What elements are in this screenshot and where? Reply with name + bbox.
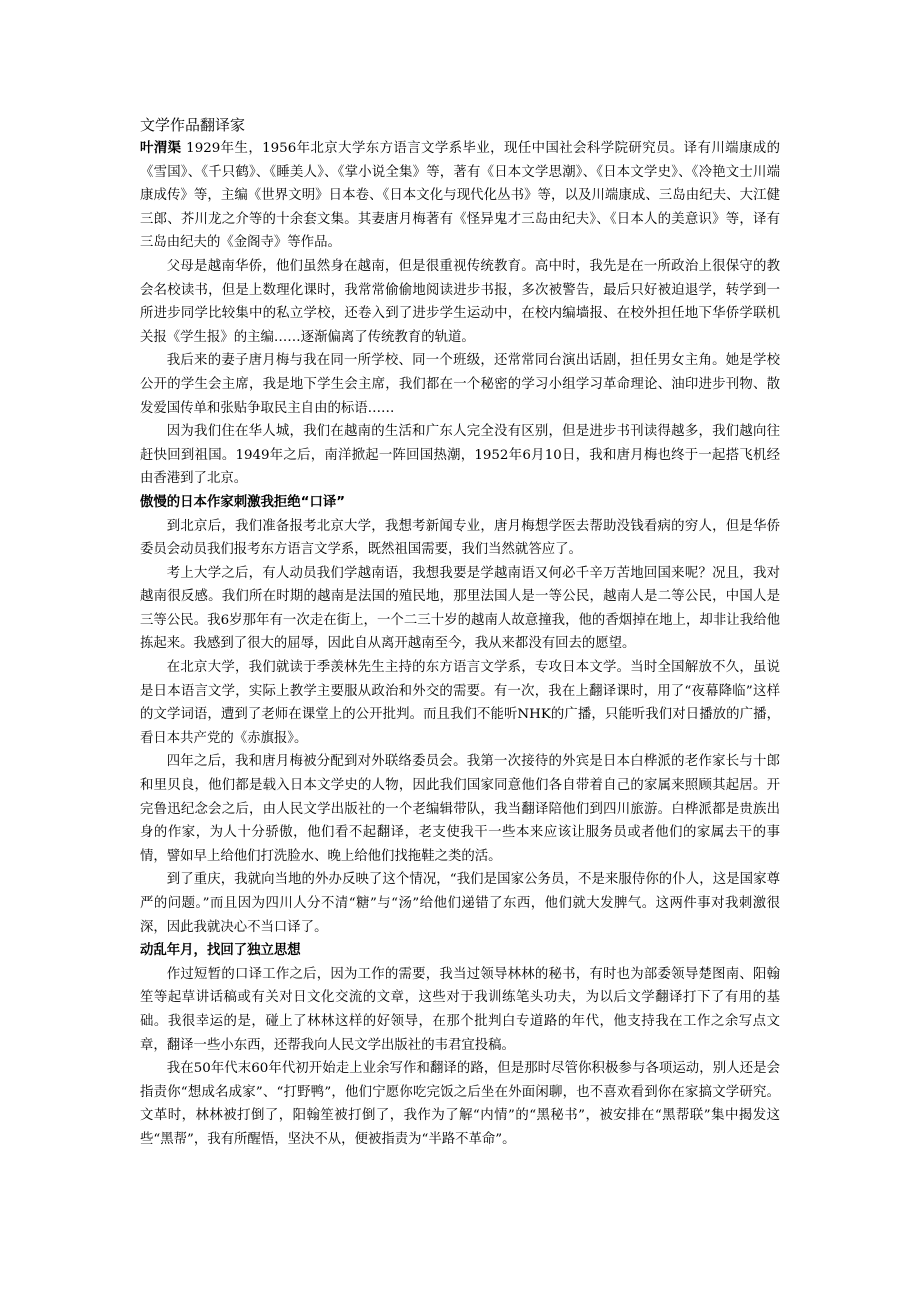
body-paragraph: 父母是越南华侨，他们虽然身在越南，但是很重视传统教育。高中时，我先是在一所政治上很保守的教会名校读书，但是上数理化课时，我常常偷偷地阅读进步书报，多次被警告，最后只好被迫退学，转学到一所进步同学比较集中的私立学校，还卷入到了进步学生运动中，在校内编墙报、在校外担任地下华侨学联机关报《学生报》的主编……逐渐偏离了传统教育的轨道。	[140, 258, 780, 345]
document-title: 文学作品翻译家	[140, 116, 246, 134]
section-heading: 动乱年月，找回了独立思想	[140, 943, 301, 959]
body-paragraph: 作过短暂的口译工作之后，因为工作的需要，我当过领导林林的秘书，有时也为部委领导楚图南、阳翰笙等起草讲话稿或有关对日文化交流的文章，这些对于我训练笔头功夫，为以后文学翻译打下了有用的基础。我很幸运的是，碰上了林林这样的好领导，在那个批判白专道路的年代，他支持我在工作之余写点文章，翻译一些小东西，还帮我向人民文学出版社的韦君宜投稿。	[140, 966, 780, 1053]
body-paragraph: 我在50年代末60年代初开始走上业余写作和翻译的路，但是那时尽管你积极参与各项运动，别人还是会指责你“想成名成家”、“打野鸭”，他们宁愿你吃完饭之后坐在外面闲聊，也不喜欢看到你在家搞文学研究。文革时，林林被打倒了，阳翰笙被打倒了，我作为了解“内情”的“黑秘书”，被安排在“黑帮联”集中揭发这些“黑帮”，我有所醒悟，坚決不从，便被指责为“半路不革命”。	[140, 1061, 780, 1147]
author-bio-paragraph	[140, 137, 780, 255]
body-paragraph: 我后来的妻子唐月梅与我在同一所学校、同一个班级，还常常同台演出话剧，担任男女主角。她是学校公开的学生会主席，我是地下学生会主席，我们都在一个秘密的学习小组学习革命理论、油印进步刊物、散发爱国传单和张贴争取民主自由的标语……	[140, 353, 780, 416]
body-paragraph: 到了重庆，我就向当地的外办反映了这个情况，“我们是国家公务员，不是来服侍你的仆人，这是国家尊严的问题。”而且因为四川人分不清“糖”与“汤”给他们递错了东西，他们就大发脾气。这两件事对我刺激很深，因此我就决心不当口译了。	[140, 872, 780, 935]
document-page	[140, 114, 780, 1152]
body-paragraph: 在北京大学，我们就读于季羡林先生主持的东方语言文学系，专攻日本文学。当时全国解放不久，虽说是日本语言文学，实际上教学主要服从政治和外交的需要。有一次，我在上翻译课时，用了“夜幕降临”这样的文学词语，遭到了老师在课堂上的公开批判。而且我们不能听NHK的广播，只能听我们对日播放的广播，看日本共产党的《赤旗报》。	[140, 660, 780, 746]
body-paragraph: 到北京后，我们准备报考北京大学，我想考新闻专业，唐月梅想学医去帮助没钱看病的穷人，但是华侨委员会动员我们报考东方语言文学系，既然祖国需要，我们当然就答应了。	[140, 518, 780, 558]
body-paragraph: 考上大学之后，有人动员我们学越南语，我想我要是学越南语又何必千辛万苦地回国来呢？况且，我对越南很反感。我们所在时期的越南是法国的殖民地，那里法国人是一等公民，越南人是二等公民，中国人是三等公民。我6岁那年有一次走在街上，一个二三十岁的越南人故意撞我，他的香烟掉在地上，却非让我给他拣起来。我感到了很大的屈辱，因此自从离开越南至今，我从来都没有回去的愿望。	[140, 565, 780, 652]
section-heading: 傲慢的日本作家刺激我拒绝“口译”	[140, 494, 346, 510]
author-name: 叶渭渠	[140, 141, 182, 156]
body-paragraph: 因为我们住在华人城，我们在越南的生活和广东人完全没有区别，但是进步书刊读得越多，我们越向往赶快回到祖国。1949年之后，南洋掀起一阵回国热潮，1952年6月10日，我和唐月梅也终于一起搭飞机经由香港到了北京。	[140, 424, 780, 487]
author-bio: 1929年生，1956年北京大学东方语言文学系毕业，现任中国社会科学院研究员。译有川端康成的《雪国》、《千只鹤》、《睡美人》、《掌小说全集》等，著有《日本文学思潮》、《日本文学史》、《冷艳文士川端康成传》等，主编《世界文明》日本卷、《日本文化与现代化丛书》等，以及川端康成、三岛由纪夫、大江健三郎、芥川龙之介等的十余套文集。其妻唐月梅著有《怪异鬼才三岛由纪夫》、《日本人的美意识》等，译有三岛由纪夫的《金阁寺》等作品。	[140, 141, 781, 251]
body-paragraph: 四年之后，我和唐月梅被分配到对外联络委员会。我第一次接待的外宾是日本白桦派的老作家长与十郎和里贝良，他们都是载入日本文学史的人物，因此我们国家同意他们各自带着自己的家属来照顾其起居。开完鲁迅纪念会之后，由人民文学出版社的一个老编辑带队，我当翻译陪他们到四川旅游。白桦派都是贵族出身的作家，为人十分骄傲，他们看不起翻译，老支使我干一些本来应该让服务员或者他们的家属去干的事情，譬如早上给他们打洗脸水、晚上给他们找拖鞋之类的活。	[140, 754, 780, 864]
